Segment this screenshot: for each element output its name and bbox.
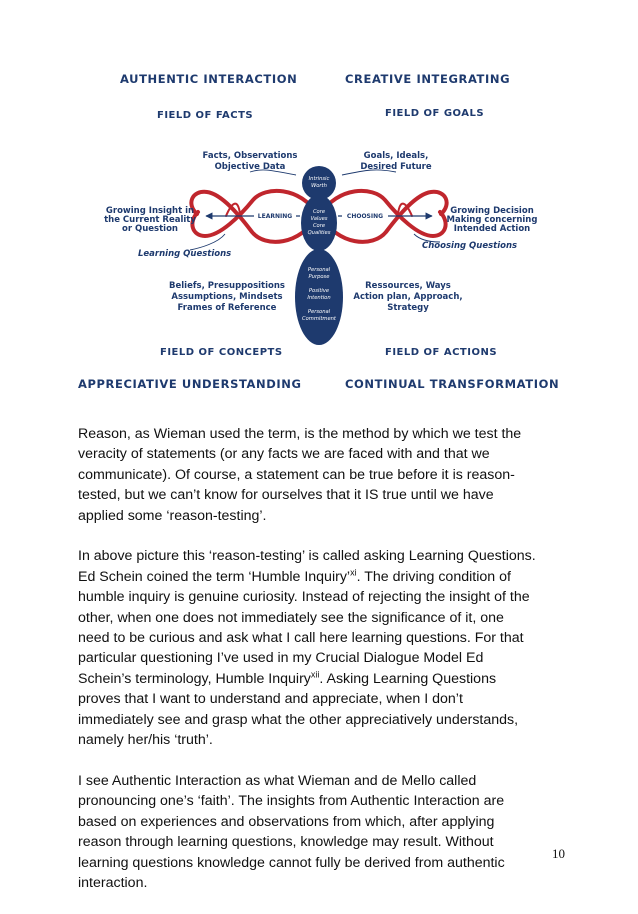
decision-line-1: Growing Decision <box>450 206 534 216</box>
label-field-of-actions: FIELD OF ACTIONS <box>385 347 498 358</box>
paragraph-2 <box>78 546 564 750</box>
body-text-11: Personal <box>307 309 331 315</box>
beliefs-line-3: Frames of Reference <box>177 303 277 313</box>
label-field-of-goals: FIELD OF GOALS <box>385 108 485 119</box>
insight-line-1: Growing Insight in <box>105 206 195 216</box>
body-text-2: Worth <box>311 183 327 189</box>
p3-line-4: reason through learning questions, knowledge may result. Without <box>78 834 494 851</box>
body-text-4: Values <box>310 216 328 222</box>
body-text <box>78 424 564 914</box>
p1-line-3: communicate). Of course, a statement can be true before it is reason- <box>78 466 515 483</box>
facts-line-1: Facts, Observations <box>202 151 298 161</box>
body-text-9: Positive <box>308 288 330 294</box>
p2-line-4: other, when one does not immediately see the significance of it, one <box>78 609 504 626</box>
paragraph-3 <box>78 771 564 893</box>
heading-continual-transformation: CONTINUAL TRANSFORMATION <box>345 377 560 391</box>
p1-line-1: Reason, as Wieman used the term, is the method by which we test the <box>78 426 522 442</box>
resources-line-3: Strategy <box>387 303 429 313</box>
p3-line-5: learning questions knowledge cannot fully be derived from authentic <box>78 854 505 871</box>
resources-line-2: Action plan, Approach, <box>353 292 463 302</box>
goals-line-1: Goals, Ideals, <box>363 151 429 161</box>
p2-line-7a: Schein’s terminology, Humble Inquiry <box>78 670 311 687</box>
p2-line-9: immediately see and grasp what the other appreciatively understands, <box>78 711 519 728</box>
p1-line-5: applied some ‘reason-testing’. <box>78 507 267 524</box>
beliefs-line-2: Assumptions, Mindsets <box>171 292 283 302</box>
body-text-3: Core <box>312 209 326 215</box>
body-text-10: Intention <box>307 295 331 301</box>
body-text-8: Purpose <box>308 274 330 280</box>
goals-line-2: Desired Future <box>360 162 432 172</box>
insight-line-3: or Question <box>122 224 178 234</box>
endnote-xi: xi <box>350 567 357 578</box>
choosing-label: CHOOSING <box>346 213 384 220</box>
p2-line-5: need to be curious and ask what I call here learning questions. For that <box>78 630 524 647</box>
learning-label: LEARNING <box>257 213 293 220</box>
p2-line-10: namely her/his ‘truth’. <box>78 732 213 749</box>
label-field-of-facts: FIELD OF FACTS <box>157 110 254 121</box>
decision-line-3: Intended Action <box>453 224 531 234</box>
p3-line-2: pronouncing one’s ‘faith’. The insights from Authentic Interaction are <box>78 793 505 810</box>
p2-line-2b: . The driving condition of <box>356 568 511 585</box>
p2-line-8: proves that I want to understand and appreciate, when I don’t <box>78 691 463 708</box>
paragraph-1 <box>78 424 564 526</box>
insight-line-2: the Current Reality <box>104 215 196 225</box>
body-text-6: Qualities <box>307 230 331 236</box>
choosing-questions-label: Choosing Questions <box>422 241 518 251</box>
p2-line-6: particular questioning I’ve used in my Crucial Dialogue Model Ed <box>78 650 484 667</box>
p3-line-3: based on experiences and observations from which, after applying <box>78 813 495 830</box>
resources-line-1: Ressources, Ways <box>365 281 451 291</box>
p3-line-1: I see Authentic Interaction as what Wieman and de Mello called <box>78 772 477 789</box>
endnote-xii: xii <box>310 669 320 680</box>
heading-authentic-interaction: AUTHENTIC INTERACTION <box>120 72 298 86</box>
p3-line-6: interaction. <box>78 874 148 891</box>
beliefs-line-1: Beliefs, Presuppositions <box>169 281 285 291</box>
p2-line-2a: Ed Schein coined the term ‘Humble Inquiry’ <box>78 568 351 585</box>
p1-line-2: veracity of statements (or any facts we are faced with and that we <box>78 446 490 463</box>
body-text-12: Commitment <box>302 316 336 322</box>
learning-questions-label: Learning Questions <box>138 249 232 259</box>
body-text-5: Core <box>312 223 326 229</box>
p1-line-4: tested, but we can’t know for ourselves that it IS true until we have <box>78 487 494 504</box>
p2-line-7b: . Asking Learning Questions <box>319 670 497 687</box>
body-text-7: Personal <box>307 267 331 273</box>
label-field-of-concepts: FIELD OF CONCEPTS <box>160 347 283 358</box>
page-number: 10 <box>552 846 565 861</box>
heading-appreciative-understanding: APPRECIATIVE UNDERSTANDING <box>78 377 302 391</box>
decision-line-2: Making concerning <box>446 215 538 225</box>
crucial-dialogue-diagram <box>0 0 638 400</box>
p2-line-3: humble inquiry is genuine curiosity. Instead of rejecting the insight of the <box>78 589 530 606</box>
facts-line-2: Objective Data <box>214 162 286 172</box>
p2-line-1: In above picture this ‘reason-testing’ is called asking Learning Questions. <box>78 548 536 565</box>
body-text-1: Intrinsic <box>308 176 330 182</box>
heading-creative-integrating: CREATIVE INTEGRATING <box>345 72 511 86</box>
